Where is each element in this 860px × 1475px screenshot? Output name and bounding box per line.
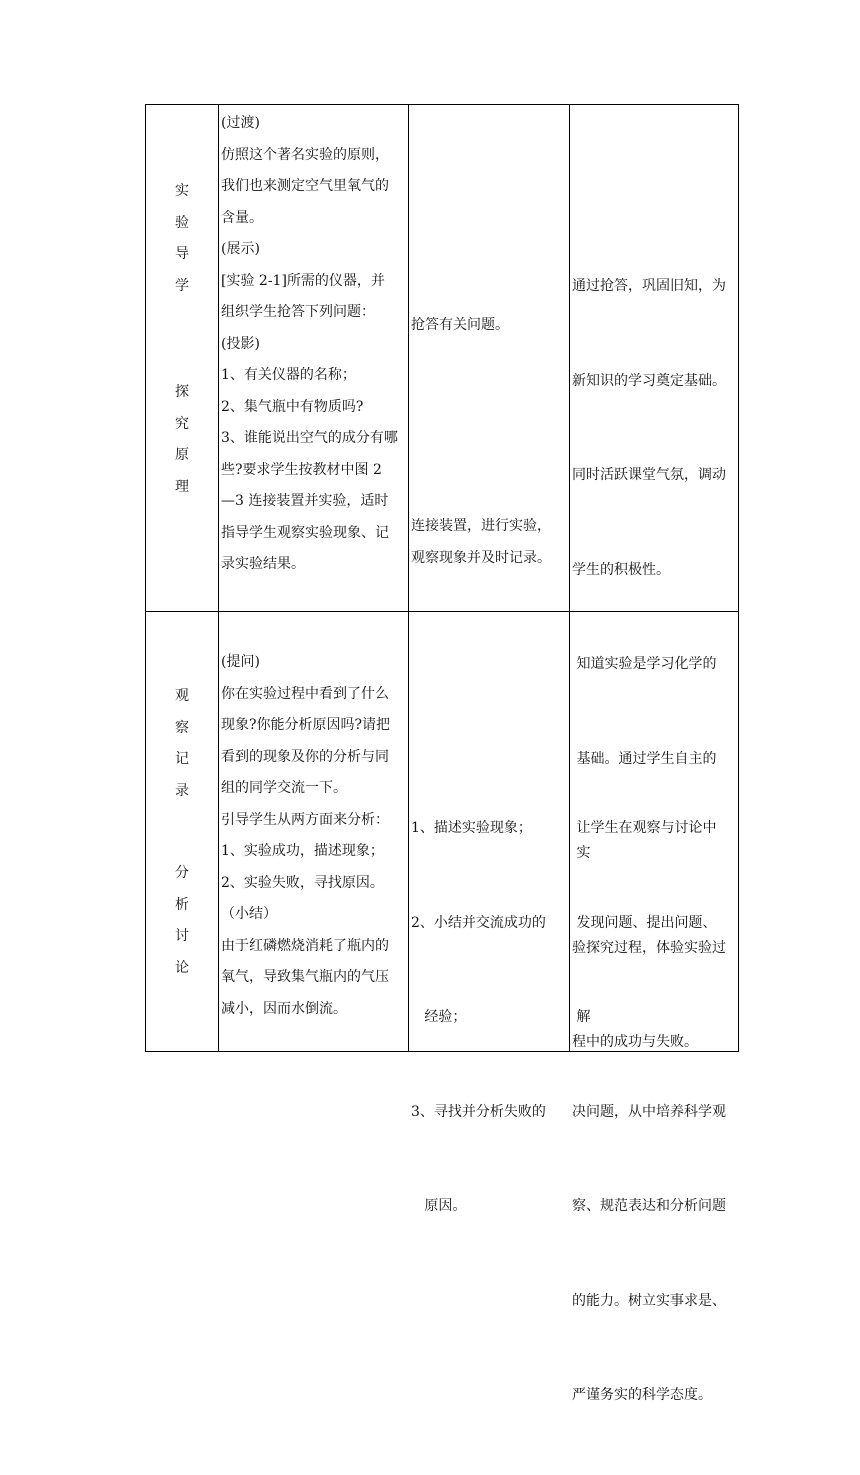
text-line: —3 连接装置并实验，适时 xyxy=(221,493,389,509)
row1-student-activity-b xyxy=(411,511,551,574)
text-line: 观察现象并及时记录。 xyxy=(411,549,551,566)
row1-teacher-activity xyxy=(221,108,398,581)
text-line: 让学生在观察与讨论中 xyxy=(572,820,717,836)
text-line: 现象?你能分析原因吗?请把 xyxy=(221,717,391,733)
text-line: 组织学生抢答下列问题： xyxy=(221,304,375,320)
text-line: 严谨务实的科学态度。 xyxy=(572,1387,712,1403)
stage-char: 理 xyxy=(175,478,189,495)
table-border-left xyxy=(145,104,146,1052)
row1-student-activity-a xyxy=(411,310,509,342)
text-line: 我们也来测定空气里氧气的 xyxy=(221,178,389,194)
text-line: 3、寻找并分析失败的 xyxy=(411,1103,546,1120)
text-line: 含量。 xyxy=(221,209,263,226)
text-line: 解 xyxy=(572,1009,591,1025)
text-line: 抢答有关问题。 xyxy=(411,317,509,333)
text-line: 3、谁能说出空气的成分有哪 xyxy=(221,430,398,446)
text-line: 决问题，从中培养科学观 xyxy=(572,1103,726,1120)
text-line: 指导学生观察实验现象、记 xyxy=(221,524,389,541)
stage-char: 察 xyxy=(175,719,189,736)
stage-char: 学 xyxy=(175,277,189,294)
text-line: 通过抢答，巩固旧知，为 xyxy=(572,278,726,294)
table-border-right xyxy=(738,104,739,1052)
text-line: 些?要求学生按教材中图 2 xyxy=(221,461,382,478)
text-line: (过渡) xyxy=(221,115,260,131)
text-line: 录实验结果。 xyxy=(221,556,305,572)
stage-char: 导 xyxy=(175,246,189,262)
table-border-top xyxy=(145,104,739,105)
column-divider-3 xyxy=(569,104,570,1052)
row1-stage-label-a xyxy=(172,176,192,302)
stage-char: 析 xyxy=(175,896,189,913)
row2-student-activity xyxy=(411,750,546,1286)
text-line: 1、有关仪器的名称； xyxy=(221,367,356,383)
text-line: 你在实验过程中看到了什么 xyxy=(221,685,389,702)
stage-char: 论 xyxy=(175,959,189,976)
text-line: (提问) xyxy=(221,654,260,670)
row2-stage-label-a xyxy=(172,681,192,807)
stage-char: 讨 xyxy=(175,928,189,944)
text-line: 减小，因而水倒流。 xyxy=(221,1000,347,1017)
text-line: 1、实验成功，描述现象； xyxy=(221,843,384,859)
column-divider-1 xyxy=(218,104,219,1052)
text-line: 组的同学交流一下。 xyxy=(221,780,347,796)
text-line: (投影) xyxy=(221,335,260,352)
text-line: 知道实验是学习化学的 xyxy=(572,656,717,672)
text-line: 察、规范表达和分析问题 xyxy=(572,1198,726,1214)
text-line: 仿照这个著名实验的原则， xyxy=(221,146,389,163)
text-line: 基础。通过学生自主的 xyxy=(572,750,717,767)
stage-char: 实 xyxy=(175,183,189,199)
stage-char: 究 xyxy=(175,415,189,432)
row1-stage-label-b xyxy=(172,377,192,503)
text-line: 氧气，导致集气瓶内的气压 xyxy=(221,969,389,985)
stage-char: 观 xyxy=(175,688,189,704)
stage-char: 验 xyxy=(175,214,189,231)
text-line: 2、实验失败，寻找原因。 xyxy=(221,874,384,891)
text-line: 看到的现象及你的分析与同 xyxy=(221,748,389,765)
text-line: 学生的积极性。 xyxy=(572,561,670,578)
stage-char: 原 xyxy=(175,447,189,463)
stage-char: 分 xyxy=(175,865,189,881)
text-line: 2、集气瓶中有物质吗? xyxy=(221,398,364,415)
stage-char: 记 xyxy=(175,751,189,767)
text-line: （小结） xyxy=(221,906,277,922)
text-line: 由于红磷燃烧消耗了瓶内的 xyxy=(221,937,389,954)
text-line: 的能力。树立实事求是、 xyxy=(572,1292,726,1309)
text-line: 2、小结并交流成功的 xyxy=(411,914,546,931)
text-line: 引导学生从两方面来分析： xyxy=(221,811,389,828)
text-line: 同时活跃课堂气氛，调动 xyxy=(572,467,726,483)
text-line: 经验； xyxy=(411,1009,467,1025)
text-line: 验探究过程，体验实验过 xyxy=(572,939,726,956)
text-line: 1、描述实验现象； xyxy=(411,820,532,836)
text-line: 发现问题、提出问题、 xyxy=(572,914,717,931)
text-line: [实验 2-1]所需的仪器，并 xyxy=(221,272,385,289)
row2-stage-label-b xyxy=(172,858,192,984)
text-line: 程中的成功与失败。 xyxy=(572,1034,698,1050)
text-line: 连接装置，进行实验， xyxy=(411,518,551,534)
row2-design-intent xyxy=(572,750,726,1475)
stage-char: 探 xyxy=(175,384,189,400)
stage-char: 录 xyxy=(175,782,189,799)
text-line: 新知识的学习奠定基础。 xyxy=(572,372,726,389)
text-line: (展示) xyxy=(221,241,260,257)
column-divider-2 xyxy=(408,104,409,1052)
row2-teacher-activity xyxy=(221,647,390,1025)
text-line: 实 xyxy=(572,845,591,861)
text-line: 原因。 xyxy=(411,1198,467,1214)
